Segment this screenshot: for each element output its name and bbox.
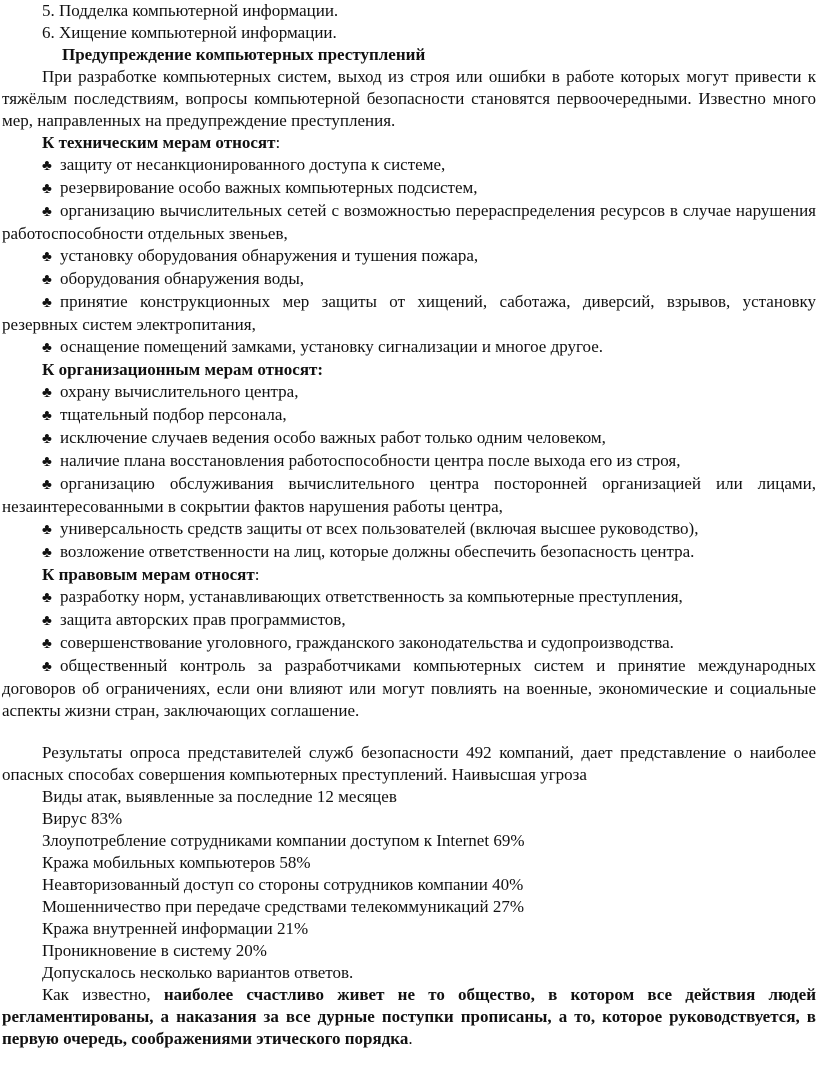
- club-bullet-icon: ♣: [42, 340, 52, 356]
- list-item: [2, 450, 816, 473]
- list-item: [2, 177, 816, 200]
- list-item: [2, 632, 816, 655]
- closing-paragraph: [2, 984, 816, 1050]
- club-bullet-icon: ♣: [42, 522, 52, 538]
- section-heading: Предупреждение компьютерных преступлений: [62, 45, 426, 64]
- technical-title: [2, 132, 816, 154]
- list-item: [2, 404, 816, 427]
- club-bullet-icon: ♣: [42, 295, 52, 311]
- list-item-text: защиту от несанкционированного доступа к системе,: [60, 155, 446, 174]
- list-item-text: возложение ответственности на лиц, которые должны обеспечить безопасность центра.: [60, 542, 695, 561]
- list-item-text: защита авторских прав программистов,: [60, 610, 346, 629]
- list-item: [2, 609, 816, 632]
- club-bullet-icon: ♣: [42, 158, 52, 174]
- intro-line-6: 6. Хищение компьютерной информации.: [42, 23, 337, 42]
- club-bullet-icon: ♣: [42, 545, 52, 561]
- survey-line: Вирус 83%: [42, 809, 123, 828]
- survey-line: Неавторизованный доступ со стороны сотрудников компании 40%: [42, 875, 524, 894]
- survey-line: Проникновение в систему 20%: [42, 941, 267, 960]
- list-item: [2, 245, 816, 268]
- survey-line: Мошенничество при передаче средствами телекоммуникаций 27%: [42, 897, 525, 916]
- list-item-text: организацию вычислительных сетей с возможностью перераспределения ресурсов в случае нарушения работоспособности отдельных звеньев,: [2, 201, 816, 243]
- intro-line-5: 5. Подделка компьютерной информации.: [42, 1, 339, 20]
- technical-measures-list: [2, 154, 816, 359]
- list-item-text: универсальность средств защиты от всех пользователей (включая высшее руководство),: [60, 519, 699, 538]
- list-item-text: разработку норм, устанавливающих ответственность за компьютерные преступления,: [60, 587, 683, 606]
- list-item: [2, 541, 816, 564]
- list-item-text: охрану вычислительного центра,: [60, 382, 299, 401]
- survey-line: Злоупотребление сотрудниками компании доступом к Internet 69%: [42, 831, 525, 850]
- list-item: [2, 655, 816, 722]
- club-bullet-icon: ♣: [42, 204, 52, 220]
- legal-title-colon: :: [254, 565, 260, 584]
- club-bullet-icon: ♣: [42, 477, 52, 493]
- list-item-text: оснащение помещений замками, установку сигнализации и многое другое.: [60, 337, 604, 356]
- list-item-text: тщательный подбор персонала,: [60, 405, 287, 424]
- list-item-text: общественный контроль за разработчиками компьютерных систем и принятие международных договоров об ограничениях, если они влияют или могут повлиять на военные, экономические и социальные аспекты жизни стран, заключающих соглашение.: [2, 656, 816, 720]
- survey-line: Кража мобильных компьютеров 58%: [42, 853, 311, 872]
- list-item-text: совершенствование уголовного, гражданского законодательства и судопроизводства.: [60, 633, 674, 652]
- list-item-text: наличие плана восстановления работоспособности центра после выхода его из строя,: [60, 451, 681, 470]
- club-bullet-icon: ♣: [42, 613, 52, 629]
- club-bullet-icon: ♣: [42, 385, 52, 401]
- list-item-text: принятие конструкционных мер защиты от хищений, саботажа, диверсий, взрывов, установку резервных систем электропитания,: [2, 292, 816, 334]
- technical-title-text: К техническим мерам относят: [42, 133, 276, 152]
- legal-measures-list: [2, 586, 816, 722]
- club-bullet-icon: ♣: [42, 249, 52, 265]
- survey-results: [2, 786, 816, 984]
- survey-paragraph: Результаты опроса представителей служб безопасности 492 компаний, дает представление о наиболее опасных способах совершения компьютерных преступлений. Наивысшая угроза: [2, 743, 816, 784]
- list-item-text: организацию обслуживания вычислительного центра посторонней организацией или лицами, незаинтересованными в сокрытии фактов нарушения работы центра,: [2, 474, 816, 516]
- closing-bold: наиболее счастливо живет не то общество, в котором все действия людей регламентированы, а наказания за все дурные поступки прописаны, а то, которое руководствуется, в первую очередь, соображениями этического порядка: [2, 985, 816, 1048]
- club-bullet-icon: ♣: [42, 659, 52, 675]
- list-item-text: исключение случаев ведения особо важных работ только одним человеком,: [60, 428, 606, 447]
- list-item: [2, 473, 816, 518]
- club-bullet-icon: ♣: [42, 272, 52, 288]
- survey-line: Виды атак, выявленные за последние 12 месяцев: [42, 787, 397, 806]
- club-bullet-icon: ♣: [42, 590, 52, 606]
- list-item-text: оборудования обнаружения воды,: [60, 269, 305, 288]
- intro-paragraph: При разработке компьютерных систем, выход из строя или ошибки в работе которых могут привести к тяжёлым последствиям, вопросы компьютерной безопасности становятся первоочередными. Известно много мер, направленных на предупреждение преступления.: [2, 67, 816, 130]
- list-item: [2, 586, 816, 609]
- list-item: [2, 268, 816, 291]
- list-item: [2, 427, 816, 450]
- club-bullet-icon: ♣: [42, 636, 52, 652]
- club-bullet-icon: ♣: [42, 454, 52, 470]
- club-bullet-icon: ♣: [42, 431, 52, 447]
- list-item: [2, 336, 816, 359]
- organizational-title: К организационным мерам относят:: [42, 360, 324, 379]
- list-item: [2, 154, 816, 177]
- closing-lead: Как известно,: [42, 985, 164, 1004]
- list-item-text: установку оборудования обнаружения и тушения пожара,: [60, 246, 479, 265]
- list-item: [2, 200, 816, 245]
- list-item: [2, 518, 816, 541]
- club-bullet-icon: ♣: [42, 408, 52, 424]
- organizational-measures-list: [2, 381, 816, 564]
- spacer: [2, 722, 816, 742]
- technical-title-colon: :: [275, 133, 281, 152]
- list-item: [2, 291, 816, 336]
- list-item-text: резервирование особо важных компьютерных подсистем,: [60, 178, 478, 197]
- closing-end: .: [408, 1029, 413, 1048]
- survey-line: Кража внутренней информации 21%: [42, 919, 309, 938]
- legal-title: [2, 564, 816, 586]
- list-item: [2, 381, 816, 404]
- club-bullet-icon: ♣: [42, 181, 52, 197]
- legal-title-text: К правовым мерам относят: [42, 565, 255, 584]
- survey-line: Допускалось несколько вариантов ответов.: [42, 963, 354, 982]
